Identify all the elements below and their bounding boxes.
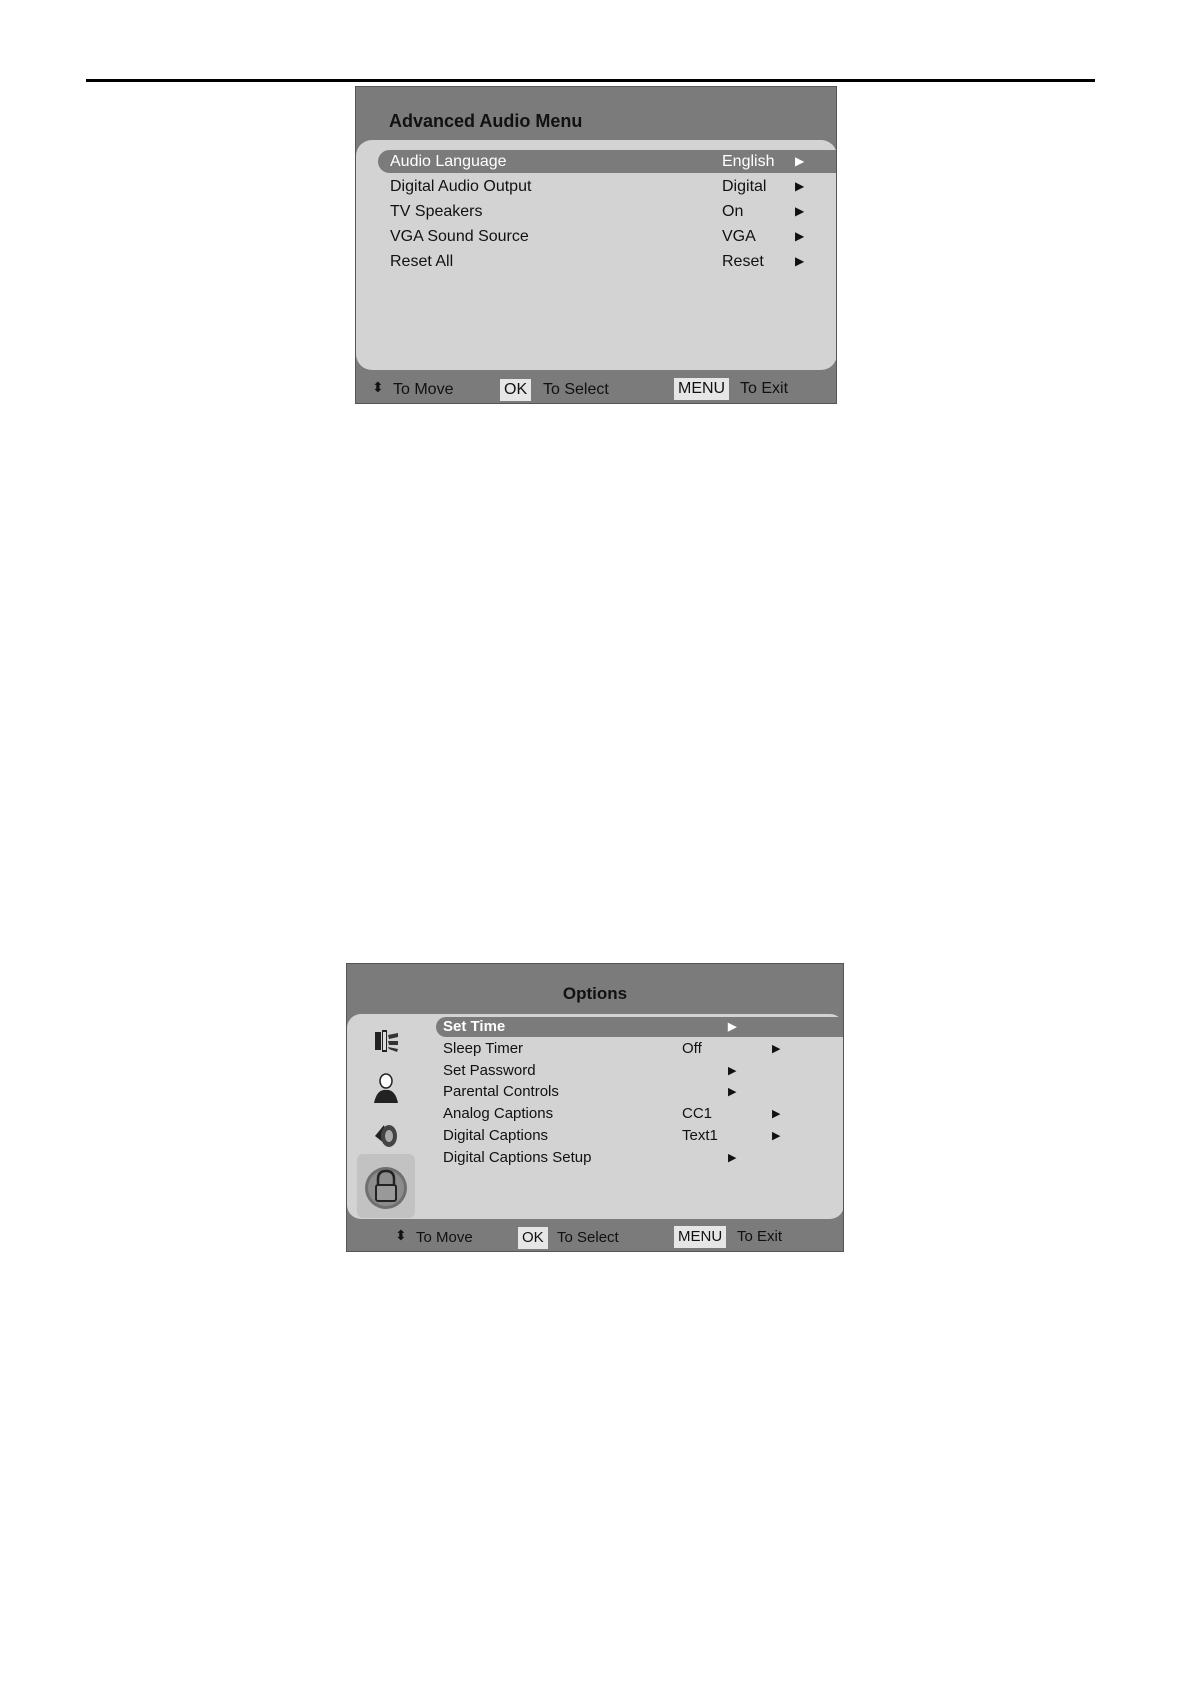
menu-key[interactable]: MENU	[674, 378, 729, 400]
arrow-right-icon: ▶	[795, 254, 805, 268]
menu-item-value: Text1	[682, 1127, 718, 1144]
arrow-right-icon: ▶	[795, 229, 805, 243]
arrow-right-icon: ▶	[728, 1021, 737, 1033]
menu-item-label: Reset All	[390, 253, 454, 270]
menu-item-label: Parental Controls	[443, 1083, 559, 1100]
move-hint: To Move	[416, 1229, 473, 1246]
menu-item-digital-captions[interactable]	[436, 1126, 844, 1146]
menu-item-reset-all[interactable]	[378, 250, 837, 273]
menu-item-label: Audio Language	[390, 153, 507, 170]
menu-item-sleep-timer[interactable]	[436, 1039, 844, 1059]
arrow-right-icon: ▶	[772, 1130, 781, 1142]
arrow-right-icon: ▶	[728, 1152, 737, 1164]
user-icon[interactable]	[367, 1069, 405, 1107]
arrow-right-icon: ▶	[728, 1086, 737, 1098]
arrow-right-icon: ▶	[795, 154, 805, 168]
ok-key[interactable]: OK	[500, 379, 531, 401]
menu-item-value: VGA	[722, 228, 756, 245]
menu-item-value: Digital	[722, 178, 767, 195]
up-down-arrows-icon: ⬍	[395, 1227, 407, 1243]
lock-icon[interactable]	[357, 1154, 415, 1218]
menu-item-value: On	[722, 203, 744, 220]
menu-item-value: Reset	[722, 253, 764, 270]
select-hint: To Select	[543, 381, 609, 398]
exit-hint: To Exit	[737, 1228, 783, 1245]
category-icon-column	[357, 1014, 415, 1219]
menu-title: Options	[562, 984, 628, 1003]
speaker-icon[interactable]	[367, 1116, 405, 1154]
menu-item-label: Digital Captions Setup	[443, 1149, 592, 1166]
select-hint: To Select	[557, 1229, 619, 1246]
menu-item-value: English	[722, 153, 775, 170]
menu-item-digital-audio-output[interactable]	[378, 175, 837, 198]
menu-item-value: CC1	[682, 1105, 713, 1122]
menu-item-label: Analog Captions	[443, 1105, 554, 1122]
picture-icon[interactable]	[367, 1022, 405, 1060]
menu-item-label: Digital Captions	[443, 1127, 549, 1144]
exit-hint: To Exit	[740, 380, 789, 397]
menu-item-label: Set Time	[443, 1018, 506, 1035]
menu-item-value: Off	[682, 1040, 702, 1057]
arrow-right-icon: ▶	[795, 179, 805, 193]
menu-item-label: Set Password	[443, 1062, 536, 1079]
menu-item-audio-language[interactable]	[378, 150, 837, 173]
menu-item-vga-sound-source[interactable]	[378, 225, 837, 248]
menu-item-set-password[interactable]	[436, 1061, 844, 1081]
menu-item-label: Sleep Timer	[443, 1040, 524, 1057]
ok-key[interactable]: OK	[518, 1227, 548, 1249]
menu-item-parental-controls[interactable]	[436, 1082, 844, 1102]
menu-item-label: Digital Audio Output	[390, 178, 532, 195]
menu-item-tv-speakers[interactable]	[378, 200, 837, 223]
menu-item-set-time[interactable]	[436, 1017, 844, 1037]
menu-key[interactable]: MENU	[674, 1226, 726, 1248]
menu-panel	[356, 140, 837, 370]
menu-item-label: VGA Sound Source	[390, 228, 529, 245]
menu-item-analog-captions[interactable]	[436, 1104, 844, 1124]
page-header-rule	[86, 79, 1095, 82]
menu-item-label: TV Speakers	[390, 203, 483, 220]
menu-title: Advanced Audio Menu	[389, 111, 583, 131]
arrow-right-icon: ▶	[772, 1108, 781, 1120]
up-down-arrows-icon: ⬍	[372, 379, 384, 395]
options-menu	[346, 963, 844, 1252]
arrow-right-icon: ▶	[772, 1043, 781, 1055]
menu-panel	[347, 1014, 844, 1219]
move-hint: To Move	[393, 381, 454, 398]
menu-item-digital-captions-setup[interactable]	[436, 1148, 844, 1168]
arrow-right-icon: ▶	[728, 1065, 737, 1077]
advanced-audio-menu	[355, 86, 837, 404]
arrow-right-icon: ▶	[795, 204, 805, 218]
